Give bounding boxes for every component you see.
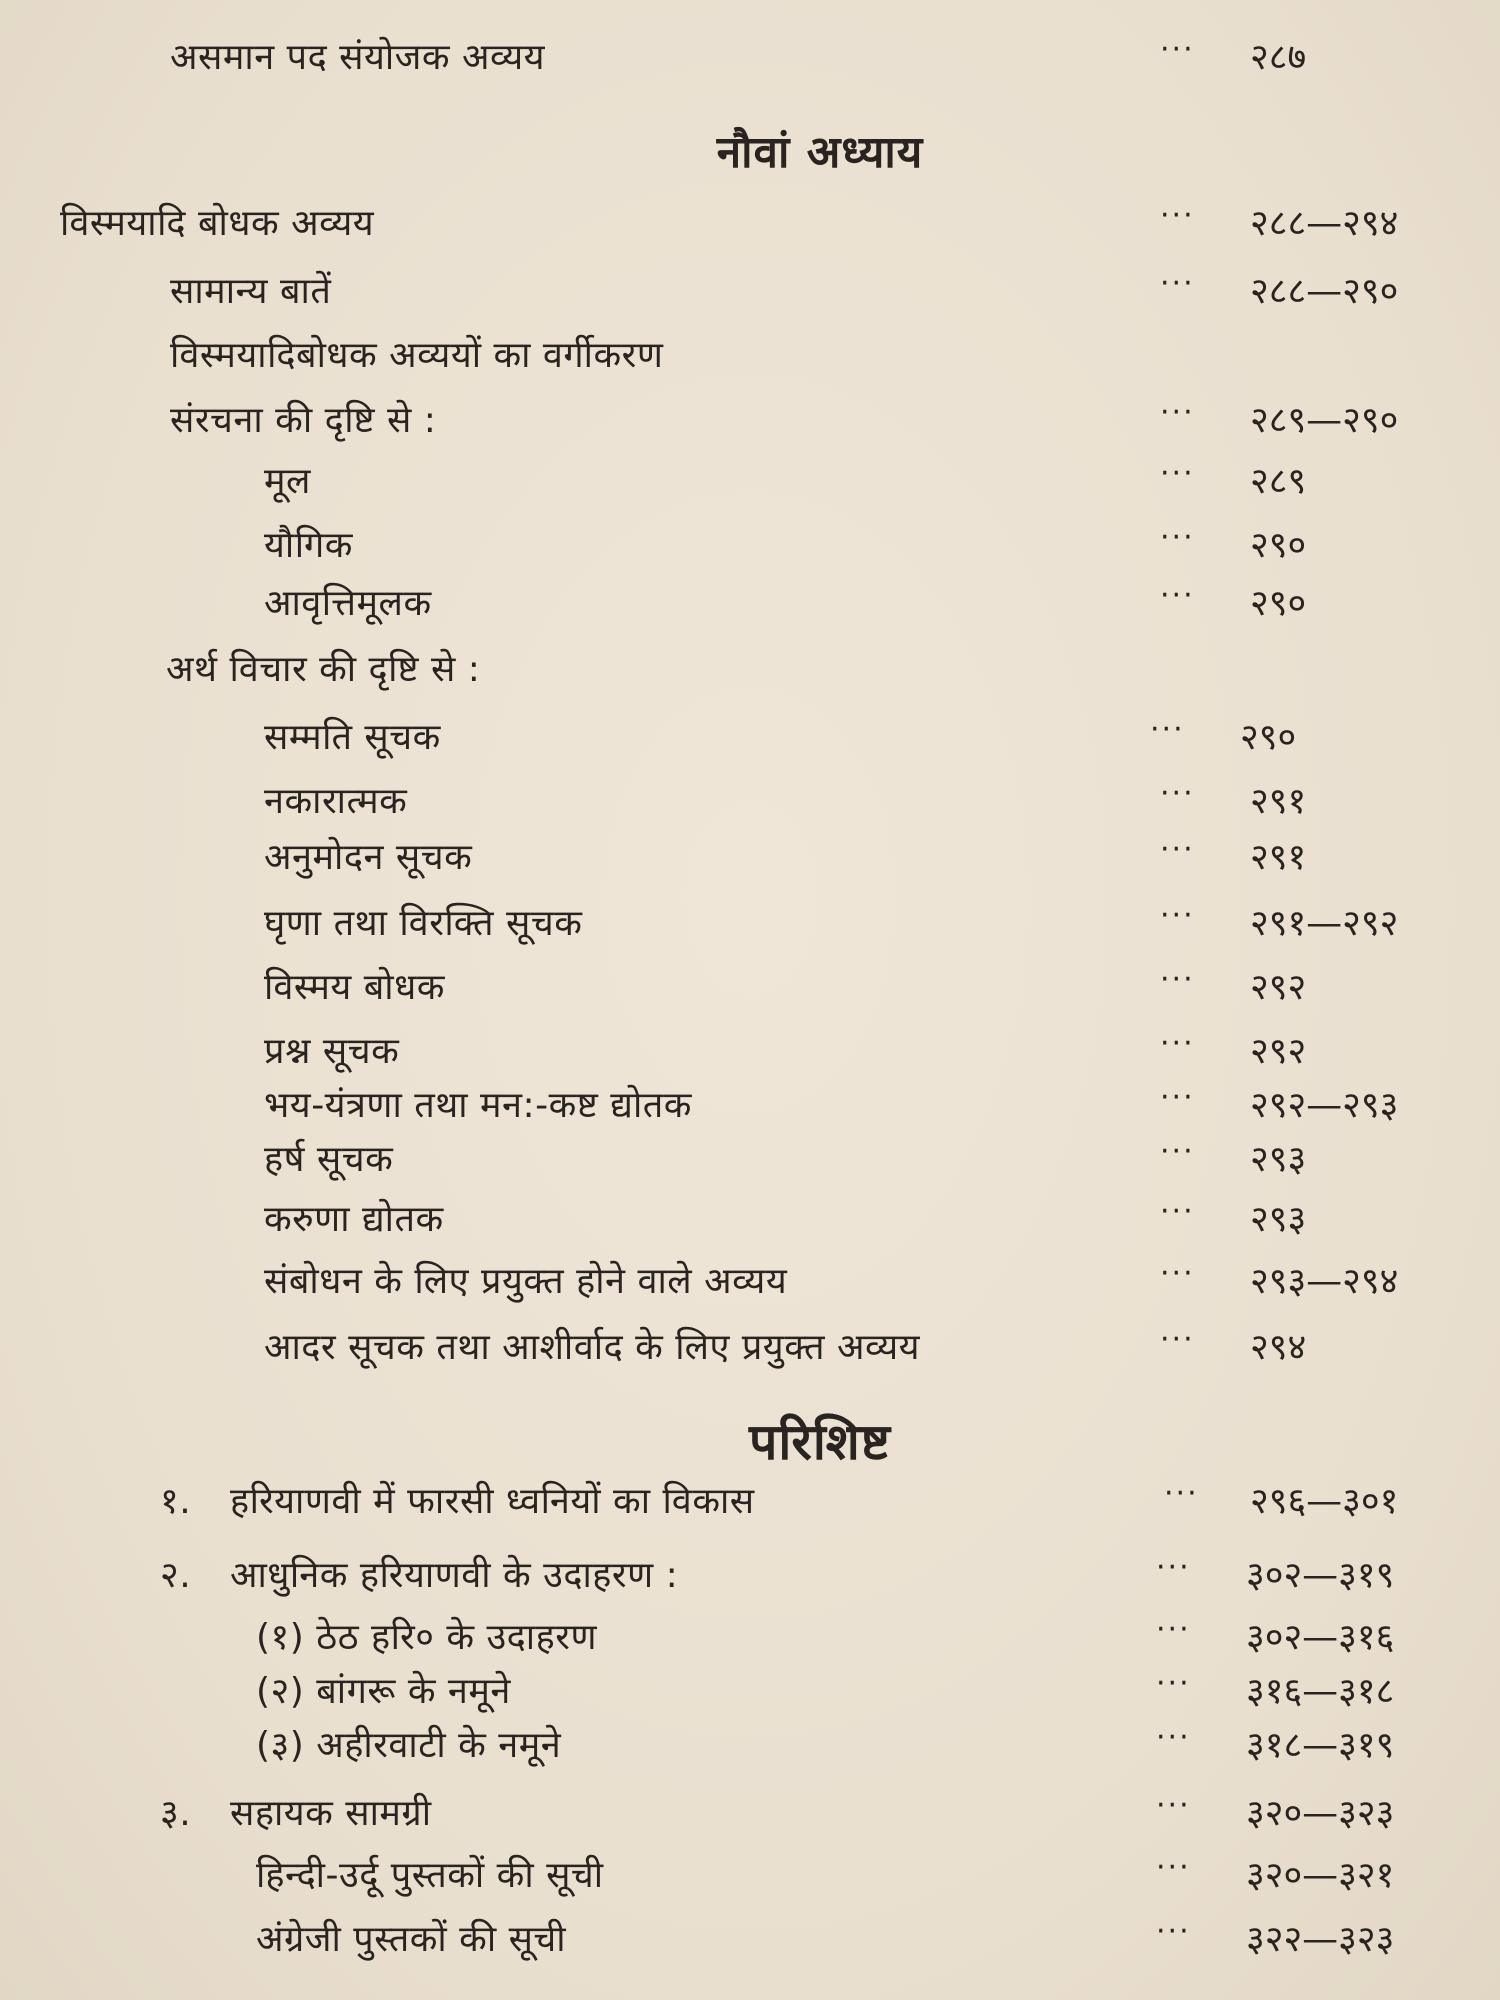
toc-entry-title: यौगिक bbox=[264, 525, 353, 566]
toc-entry-pages: २८८—२९० bbox=[1250, 271, 1399, 312]
toc-entry-pages: २९२ bbox=[1250, 967, 1307, 1008]
toc-entry-title: विस्मय बोधक bbox=[264, 967, 445, 1008]
toc-entry-label: सहायक सामग्री bbox=[230, 1793, 432, 1834]
toc-entry-leader: ··· bbox=[1160, 898, 1195, 933]
chapter-heading: नौवां अध्याय bbox=[716, 127, 924, 178]
toc-entry-number: १. bbox=[160, 1481, 192, 1522]
toc-entry-title: असमान पद संयोजक अव्यय bbox=[170, 37, 546, 78]
toc-entry bbox=[264, 454, 1500, 510]
toc-entry bbox=[256, 1718, 1500, 1774]
toc-entry bbox=[256, 1912, 1500, 1968]
toc-entry bbox=[264, 576, 1500, 632]
toc-entry-leader: ··· bbox=[1160, 962, 1195, 997]
toc-entry-title: नकारात्मक bbox=[264, 781, 408, 822]
toc-entry-title: हिन्दी-उर्दू पुस्तकों की सूची bbox=[256, 1855, 604, 1896]
toc-entry-title: हर्ष सूचक bbox=[264, 1139, 394, 1180]
toc-entry-leader: ··· bbox=[1160, 1026, 1195, 1061]
toc-entry-leader: ··· bbox=[1160, 578, 1195, 613]
toc-entry bbox=[264, 518, 1500, 574]
appendix-heading: परिशिष्ट bbox=[749, 1413, 891, 1471]
toc-entry bbox=[264, 1078, 1500, 1134]
toc-entry-label: हरियाणवी में फारसी ध्वनियों का विकास bbox=[230, 1481, 755, 1522]
toc-entry-title: विस्मयादिबोधक अव्ययों का वर्गीकरण bbox=[170, 335, 664, 376]
toc-entry-pages: ३२०—३२१ bbox=[1246, 1855, 1395, 1896]
toc-entry bbox=[264, 1132, 1500, 1188]
toc-entry bbox=[170, 328, 1500, 384]
toc-entry-pages: ३२२—३२३ bbox=[1246, 1919, 1395, 1960]
toc-entry-leader: ··· bbox=[1164, 1476, 1199, 1511]
toc-entry-pages: ३२०—३२३ bbox=[1246, 1793, 1395, 1834]
toc-entry-pages: ३०२—३१९ bbox=[1246, 1555, 1395, 1596]
toc-entry-pages: ३१८—३१९ bbox=[1246, 1725, 1395, 1766]
toc-entry-pages: २८९—२९० bbox=[1250, 400, 1399, 441]
toc-entry-pages: २८७ bbox=[1250, 37, 1307, 78]
toc-entry bbox=[264, 710, 1500, 766]
toc-entry-title: (३) अहीरवाटी के नमूने bbox=[256, 1725, 562, 1766]
toc-entry-title: संबोधन के लिए प्रयुक्त होने वाले अव्यय bbox=[264, 1261, 788, 1302]
toc-entry-pages: २९० bbox=[1240, 717, 1297, 758]
toc-entry-title: अंग्रेजी पुस्तकों की सूची bbox=[256, 1919, 567, 1960]
toc-entry-leader: ··· bbox=[1160, 456, 1195, 491]
toc-entry bbox=[264, 960, 1500, 1016]
toc-entry-title: मूल bbox=[264, 461, 311, 502]
toc-entry bbox=[160, 1474, 1500, 1530]
toc-entry-leader: ··· bbox=[1160, 1080, 1195, 1115]
toc-entry bbox=[170, 264, 1500, 320]
toc-entry-leader: ··· bbox=[1160, 32, 1195, 67]
toc-entry bbox=[256, 1848, 1500, 1904]
toc-entry-leader: ··· bbox=[1160, 1134, 1195, 1169]
toc-entry-leader: ··· bbox=[1160, 198, 1195, 233]
toc-entry bbox=[160, 1786, 1500, 1842]
toc-entry-number: २. bbox=[160, 1555, 192, 1596]
toc-entry-leader: ··· bbox=[1160, 520, 1195, 555]
toc-entry-pages: २९१ bbox=[1250, 837, 1307, 878]
toc-entry-leader: ··· bbox=[1160, 832, 1195, 867]
toc-entry-pages: ३१६—३१८ bbox=[1246, 1671, 1395, 1712]
toc-entry-title: सम्मति सूचक bbox=[264, 717, 441, 758]
toc-entry-pages: २९२—२९३ bbox=[1250, 1085, 1399, 1126]
toc-entry-leader: ··· bbox=[1160, 776, 1195, 811]
toc-entry-pages: २९१ bbox=[1250, 781, 1307, 822]
toc-entry-pages: २९० bbox=[1250, 525, 1307, 566]
toc-entry-title: संरचना की दृष्टि से : bbox=[170, 400, 437, 441]
toc-entry-title: सामान्य बातें bbox=[170, 271, 332, 312]
toc-entry-title bbox=[160, 1548, 678, 1604]
toc-entry-title: घृणा तथा विरक्ति सूचक bbox=[264, 903, 583, 944]
toc-entry-leader: ··· bbox=[1160, 1256, 1195, 1291]
toc-entry bbox=[170, 30, 1500, 86]
toc-entry-leader: ··· bbox=[1150, 712, 1185, 747]
toc-entry-leader: ··· bbox=[1156, 1850, 1191, 1885]
toc-entry-title: प्रश्न सूचक bbox=[264, 1031, 400, 1072]
toc-entry-number: ३. bbox=[160, 1793, 192, 1834]
toc-entry bbox=[256, 1664, 1500, 1720]
toc-entry bbox=[166, 642, 1500, 698]
toc-entry bbox=[264, 774, 1500, 830]
toc-entry-leader: ··· bbox=[1160, 266, 1195, 301]
toc-entry-title bbox=[160, 1474, 755, 1530]
toc-entry-pages: ३०२—३१६ bbox=[1246, 1617, 1395, 1658]
toc-entry-pages: २९३—२९४ bbox=[1250, 1261, 1399, 1302]
toc-entry-leader: ··· bbox=[1156, 1788, 1191, 1823]
toc-entry-title: आवृत्तिमूलक bbox=[264, 583, 432, 624]
toc-entry bbox=[264, 896, 1500, 952]
toc-entry-leader: ··· bbox=[1160, 1194, 1195, 1229]
toc-entry-title: भय-यंत्रणा तथा मन:-कष्ट द्योतक bbox=[264, 1085, 692, 1126]
toc-entry-title bbox=[160, 1786, 432, 1842]
toc-entry-label: आधुनिक हरियाणवी के उदाहरण : bbox=[230, 1555, 679, 1596]
toc-entry-title: (१) ठेठ हरि० के उदाहरण bbox=[256, 1617, 597, 1658]
toc-entry-pages: २९३ bbox=[1250, 1199, 1307, 1240]
toc-entry-leader: ··· bbox=[1156, 1666, 1191, 1701]
toc-entry bbox=[264, 1254, 1500, 1310]
toc-entry bbox=[264, 830, 1500, 886]
toc-entry bbox=[60, 196, 1500, 252]
toc-entry bbox=[264, 1024, 1500, 1080]
toc-entry-title: (२) बांगरू के नमूने bbox=[256, 1671, 511, 1712]
toc-entry bbox=[170, 393, 1500, 449]
toc-entry-title: विस्मयादि बोधक अव्यय bbox=[60, 203, 375, 244]
toc-entry-pages: २८८—२९४ bbox=[1250, 203, 1399, 244]
toc-entry-leader: ··· bbox=[1156, 1550, 1191, 1585]
toc-entry-pages: २९२ bbox=[1250, 1031, 1307, 1072]
toc-entry bbox=[256, 1610, 1500, 1666]
toc-entry-leader: ··· bbox=[1156, 1914, 1191, 1949]
toc-entry-pages: २९६—३०१ bbox=[1250, 1481, 1399, 1522]
toc-entry-pages: २९० bbox=[1250, 583, 1307, 624]
toc-entry-title: अनुमोदन सूचक bbox=[264, 837, 473, 878]
toc-entry bbox=[264, 1320, 1500, 1376]
toc-entry-title: आदर सूचक तथा आशीर्वाद के लिए प्रयुक्त अव्यय bbox=[264, 1327, 921, 1368]
toc-entry-leader: ··· bbox=[1160, 1322, 1195, 1357]
toc-entry bbox=[264, 1192, 1500, 1248]
toc-entry-pages: २९१—२९२ bbox=[1250, 903, 1399, 944]
toc-entry-leader: ··· bbox=[1160, 395, 1195, 430]
toc-entry-leader: ··· bbox=[1156, 1720, 1191, 1755]
toc-entry-pages: २९३ bbox=[1250, 1139, 1307, 1180]
toc-entry bbox=[160, 1548, 1500, 1604]
toc-entry-pages: २९४ bbox=[1250, 1327, 1307, 1368]
toc-entry-title: करुणा द्योतक bbox=[264, 1199, 444, 1240]
toc-entry-leader: ··· bbox=[1156, 1612, 1191, 1647]
toc-entry-title: अर्थ विचार की दृष्टि से : bbox=[166, 649, 481, 690]
toc-entry-pages: २८९ bbox=[1250, 461, 1307, 502]
